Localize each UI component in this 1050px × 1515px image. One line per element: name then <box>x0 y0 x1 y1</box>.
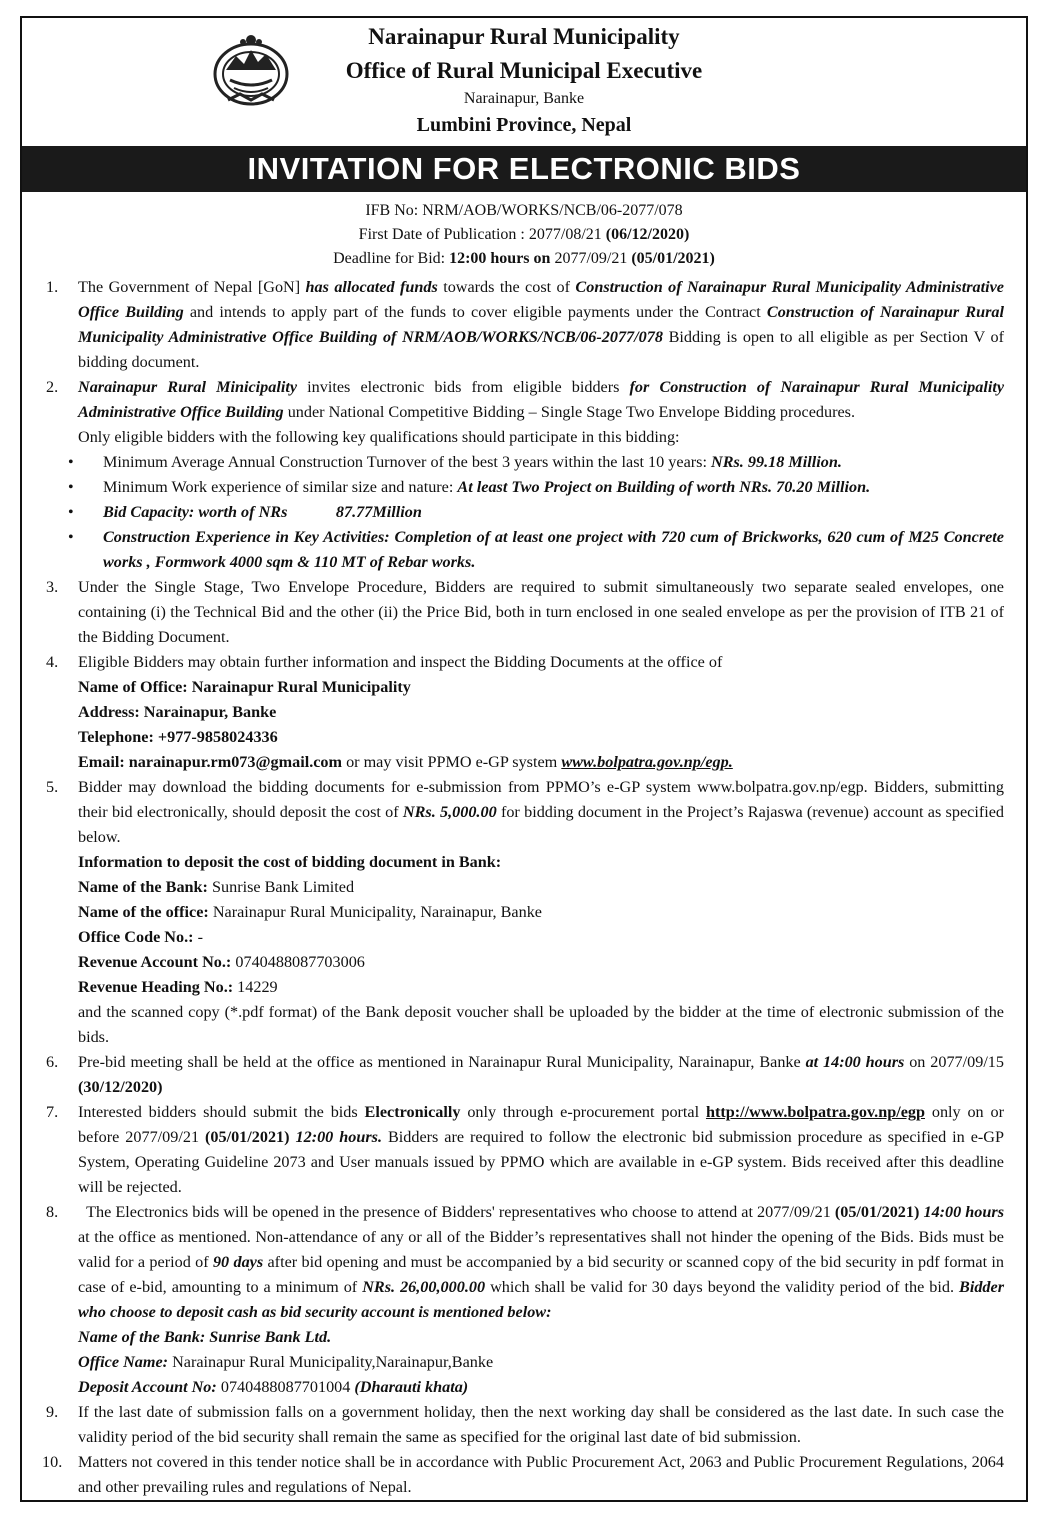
clause-10: 10. Matters not covered in this tender notice shall be in accordance with Public Procurement Act, 2063 and Public Procurement Regulations, 2064 and other prevailing rules and regulations of Nepal. <box>42 1453 1004 1496</box>
clause-3: 3. Under the Single Stage, Two Envelope Procedure, Bidders are required to submit simultaneously two separate sealed envelopes, one containing (i) the Technical Bid and the other (ii) the Price Bid, both in turn enclosed in one sealed envelope as per the provision of ITB 21 of the Bidding Document. <box>46 578 1004 646</box>
clause-6: 6. Pre-bid meeting shall be held at the office as mentioned in Narainapur Rural Municipality, Narainapur, Banke at 14:00 hours on 2077/09/15 (30/12/2020) <box>46 1053 1004 1096</box>
office-name: Office of Rural Municipal Executive <box>345 58 703 83</box>
notice-frame <box>20 16 1028 1502</box>
qualification-bid-capacity: • Bid Capacity: worth of NRs 87.77Million <box>78 500 1004 525</box>
notice-title-banner: INVITATION FOR ELECTRONIC BIDS <box>22 146 1026 192</box>
clause-4: 4. Eligible Bidders may obtain further information and inspect the Bidding Documents at the office of Name of Office: Narainapur Rural Municipality Address: Narainapur, Banke Telephone: +977-9858024336 Email: narainapur.rm073@gmail.com or may visit PPMO e-GP system www.bolpatra.gov.np/egp. <box>46 653 733 771</box>
ifb-number: IFB No: NRM/AOB/WORKS/NCB/06-2077/078 <box>365 202 683 219</box>
publication-date: First Date of Publication : 2077/08/21 (06/12/2020) <box>358 226 690 243</box>
qualification-list <box>78 450 1004 575</box>
bid-deadline: Deadline for Bid: 12:00 hours on 2077/09/21 (05/01/2021) <box>333 250 715 267</box>
clause-5: 5. Bidder may download the bidding documents for e-submission from PPMO’s e-GP system www.bolpatra.gov.np/egp. Bidders, submitting their bid electronically, should deposit the cost of NRs. 5,000.00 for bidding document in the Project’s Rajaswa (revenue) account as specified below. Information to deposit the cost of bidding document in Bank: Name of the Bank: Sunrise Bank Limited Name of the office: Narainapur Rural Municipality, Narainapur, Banke Office Code No.: - Revenue Account No.: 0740488087703006 Revenue Heading No.: 14229 and the scanned copy (*.pdf format) of the Bank deposit voucher shall be uploaded by the bidder at the time of electronic submission of the bids. <box>46 778 1004 1046</box>
clause-1: 1. The Government of Nepal [GoN] has allocated funds towards the cost of Construction of Narainapur Rural Municipality Administrative Office Building and intends to apply part of the funds to cover eligible payments under the Contract Construction of Narainapur Rural Municipality Administrative Office Building of NRM/AOB/WORKS/NCB/06-2077/078 Bidding is open to all eligible as per Section V of bidding document. <box>46 278 1004 371</box>
header <box>22 18 1026 146</box>
qualification-key-activities: • Construction Experience in Key Activities: Completion of at least one project with 720 cum of Brickworks, 620 cum of M25 Concrete works , Formwork 4000 sqm & 110 MT of Rebar works. <box>78 525 1004 575</box>
qualification-turnover: • Minimum Average Annual Construction Turnover of the best 3 years within the last 10 years: NRs. 99.18 Million. <box>78 450 1004 475</box>
qualification-experience: • Minimum Work experience of similar size and nature: At least Two Project on Building of worth NRs. 70.20 Million. <box>78 475 1004 500</box>
bolpatra-link[interactable]: http://www.bolpatra.gov.np/egp <box>705 1103 925 1121</box>
clause-2: 2. Narainapur Rural Minicipality invites electronic bids from eligible bidders for Construction of Narainapur Rural Municipality Administrative Office Building under National Competitive Bidding – Single Stage Two Envelope Bidding procedures. Only eligible bidders with the following key qualifications should participate in this bidding: • Minimum Average Annual Construction Turnover of the best 3 years within the last 10 years: NRs. 99.18 Million. • Minimum Work experience of similar size and nature: At least Two Project on Building of worth NRs. 70.20 Million. • Bid Capacity: worth of NRs 87.77Million • Construction Experience in Key Activities: Completion of at least one project with 720 cum of Brickworks, 620 cum of M25 Concrete works , Formwork 4000 sqm & 110 MT of Rebar works. <box>22 375 1004 575</box>
municipality-name: Narainapur Rural Municipality <box>368 24 680 49</box>
clause-8: 8. The Electronics bids will be opened in the presence of Bidders' representatives who choose to attend at 2077/09/21 (05/01/2021) 14:00 hours at the office as mentioned. Non-attendance of any or all of the Bidder’s representatives shall not hinder the opening of the Bids. Bids must be valid for a period of 90 days after bid opening and must be accompanied by a bid security or scanned copy of the bid security in pdf format in case of e-bid, amounting to a minimum of NRs. 26,00,000.00 which shall be valid for 30 days beyond the validity period of the bid. Bidder who choose to deposit cash as bid security account is mentioned below: Name of the Bank: Sunrise Bank Ltd. Office Name: Narainapur Rural Municipality,Narainapur,Banke Deposit Account No: 0740488087701004 (Dharauti khata) <box>46 1203 1005 1396</box>
office-location: Narainapur, Banke <box>463 90 585 107</box>
egp-link[interactable]: www.bolpatra.gov.np/egp. <box>561 753 733 771</box>
clause-7: 7. Interested bidders should submit the bids Electronically only through e-procurement portal http://www.bolpatra.gov.np/egp only on or before 2077/09/21 (05/01/2021) 12:00 hours. Bidders are required to follow the electronic bid submission procedure as specified in e-GP System, Operating Guideline 2073 and User manuals issued by PPMO which are available in e-GP system. Bids received after this deadline will be rejected. <box>46 1103 1005 1196</box>
province-name: Lumbini Province, Nepal <box>416 114 632 136</box>
clause-9: 9. If the last date of submission falls on a government holiday, then the next working day shall be considered as the last date. In such case the validity period of the bid security shall remain the same as specified for the original last date of bid submission. <box>46 1403 1004 1446</box>
notice-body <box>22 275 1004 1500</box>
